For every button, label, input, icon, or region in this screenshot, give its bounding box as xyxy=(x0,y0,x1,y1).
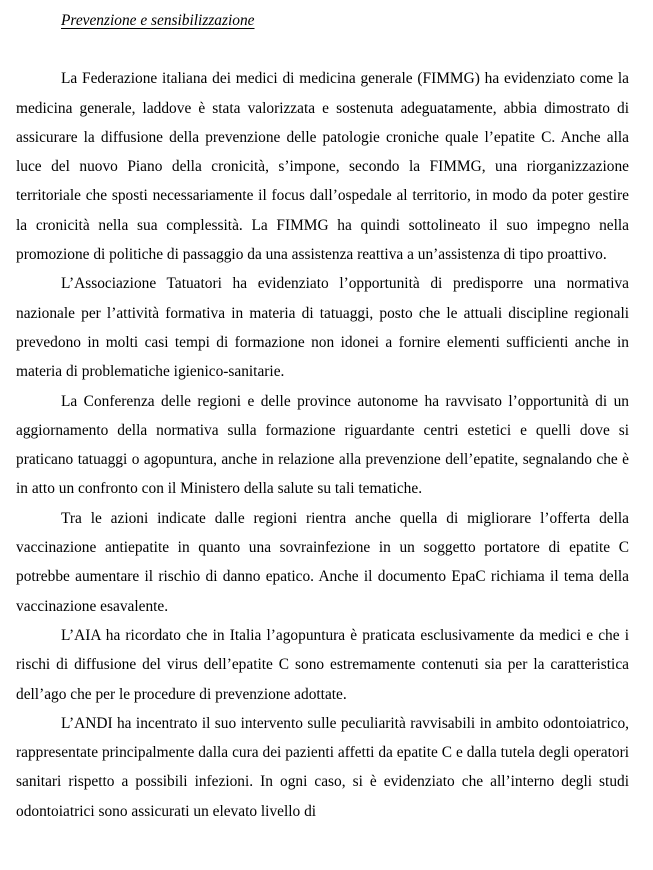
paragraph-fimmg: La Federazione italiana dei medici di medicina generale (FIMMG) ha evidenziato come la medicina generale, laddove è stata valorizzata e sostenuta adeguatamente, abbia dimostrato di assicurare la diffusione della prevenzione delle patologie croniche quale l’epatite C. Anche alla luce del nuovo Piano della cronicità, s’impone, secondo la FIMMG, una riorganizzazione territoriale che sposti necessariamente il focus dall’ospedale al territorio, in modo da poter gestire la cronicità nella sua complessità. La FIMMG ha quindi sottolineato il suo impegno nella promozione di politiche di passaggio da una assistenza reattiva a un’assistenza di tipo proattivo. xyxy=(16,70,629,264)
paragraph-associazione-tatuatori: L’Associazione Tatuatori ha evidenziato l’opportunità di predisporre una normativa nazionale per l’attività formativa in materia di tatuaggi, posto che le attuali discipline regionali prevedono in molti casi tempi di formazione non idonei a fornire elementi sufficienti anche in materia di problematiche igienico-sanitarie. xyxy=(16,275,629,381)
section-title: Prevenzione e sensibilizzazione xyxy=(61,12,255,29)
paragraph-andi: L’ANDI ha incentrato il suo intervento sulle peculiarità ravvisabili in ambito odontoiatrico, rappresentate principalmente dalla cura dei pazienti affetti da epatite C e dalla tutela degli operatori sanitari rispetto a possibili infezioni. In ogni caso, si è evidenziato che all’interno degli studi odontoiatrici sono assicurati un elevato livello di xyxy=(16,714,629,820)
paragraph-conferenza-regioni: La Conferenza delle regioni e delle province autonome ha ravvisato l’opportunità di un aggiornamento della normativa sulla formazione riguardante centri estetici e quelli dove si praticano tatuaggi o agopuntura, anche in relazione alla prevenzione dell’epatite, segnalando che è in atto un confronto con il Ministero della salute su tali tematiche. xyxy=(16,392,629,498)
paragraph-aia: L’AIA ha ricordato che in Italia l’agopuntura è praticata esclusivamente da medici e che i rischi di diffusione del virus dell’epatite C sono estremamente contenuti sia per la caratteristica dell’ago che per le procedure di prevenzione adottate. xyxy=(16,626,629,703)
blank-line xyxy=(16,35,629,64)
paragraph-vaccinazione: Tra le azioni indicate dalle regioni rientra anche quella di migliorare l’offerta della vaccinazione antiepatite in quanto una sovrainfezione in un soggetto portatore di epatite C potrebbe aumentare il rischio di danno epatico. Anche il documento EpaC richiama il tema della vaccinazione esavalente. xyxy=(16,509,629,615)
